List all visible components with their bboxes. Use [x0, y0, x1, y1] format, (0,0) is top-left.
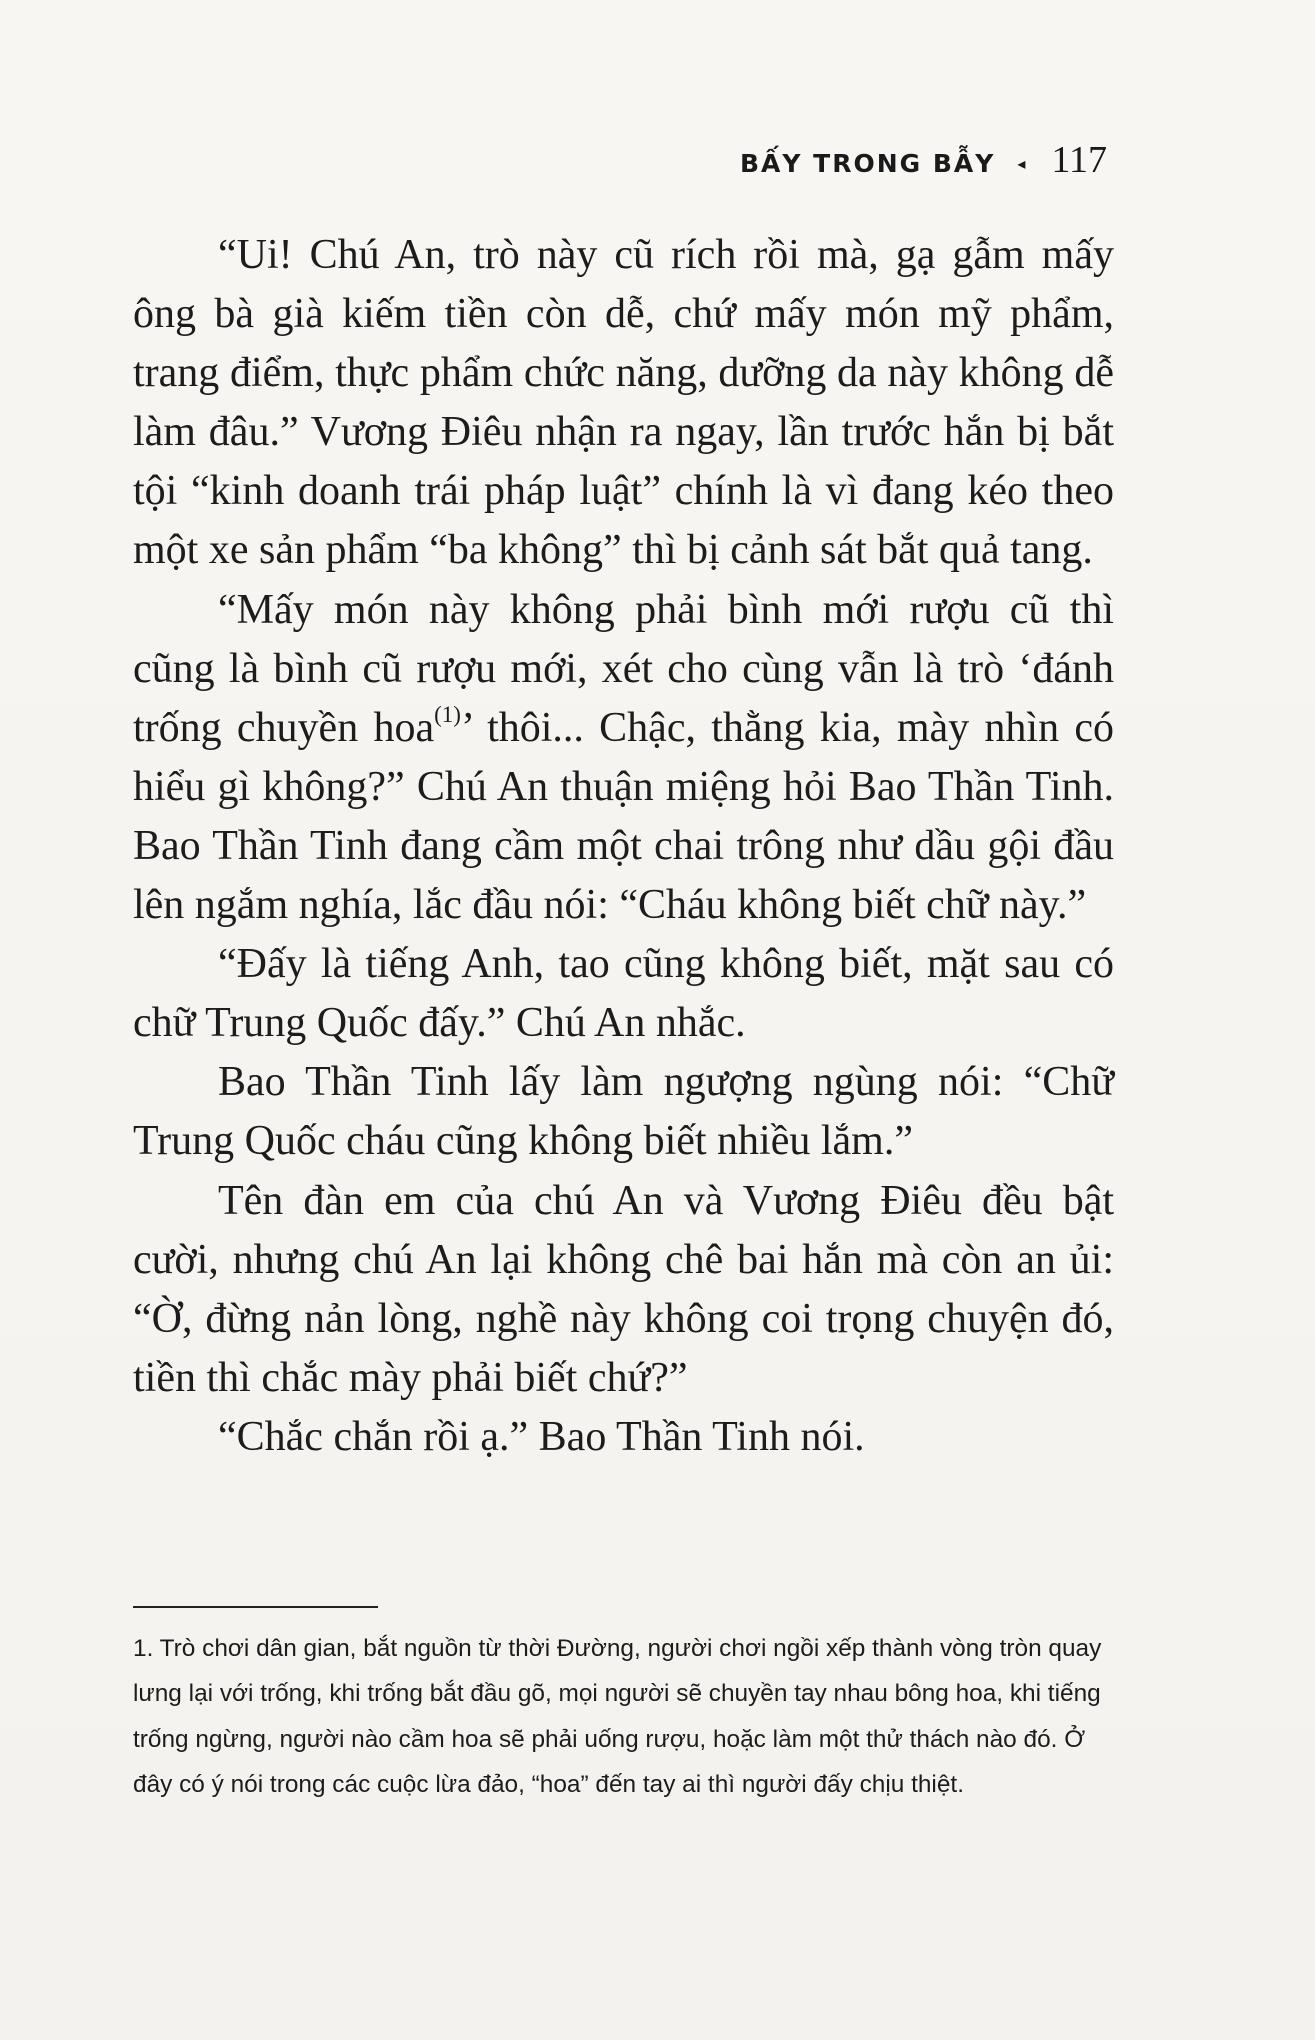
paragraph: Tên đàn em của chú An và Vương Điêu đều bật cười, nhưng chú An lại không chê bai hắn mà còn an ủi: “Ờ, đừng nản lòng, nghề này không coi trọng chuyện đó, tiền thì chắc mày phải biết chứ?” [133, 1177, 1114, 1401]
footnote: 1. Trò chơi dân gian, bắt nguồn từ thời Đường, người chơi ngồi xếp thành vòng tròn quay lưng lại với trống, khi trống bắt đầu gõ, mọi người sẽ chuyền tay nhau bông hoa, khi tiếng trống ngừng, người nào cầm hoa sẽ phải uống rượu, hoặc làm một thử thách nào đó. Ở đây có ý nói trong các cuộc lừa đảo, “hoa” đến tay ai thì người đấy chịu thiệt. [133, 1635, 1102, 1798]
body-text [133, 226, 1114, 1467]
page-number: 117 [1051, 139, 1107, 181]
paragraph-text: ’ thôi... Chậc, thằng kia, mày nhìn có hiểu gì không?” Chú An thuận miệng hỏi Bao Thần Tinh. Bao Thần Tinh đang cầm một chai trông như dầu gội đầu lên ngắm nghía, lắc đầu nói: “Cháu không biết chữ này.” [133, 704, 1114, 929]
footnote-divider [133, 1606, 378, 1608]
chapter-title: BẤY TRONG BẪY [739, 149, 996, 178]
paragraph: Bao Thần Tinh lấy làm ngượng ngùng nói: “Chữ Trung Quốc cháu cũng không biết nhiều lắm.” [133, 1059, 1114, 1165]
paragraph [133, 581, 1114, 936]
running-header [740, 138, 1107, 182]
paragraph: “Ui! Chú An, trò này cũ rích rồi mà, gạ gẫm mấy ông bà già kiếm tiền còn dễ, chứ mấy món mỹ phẩm, trang điểm, thực phẩm chức năng, dưỡng da này không dễ làm đâu.” Vương Điêu nhận ra ngay, lần trước hắn bị bắt tội “kinh doanh trái pháp luật” chính là vì đang kéo theo một xe sản phẩm “ba không” thì bị cảnh sát bắt quả tang. [133, 232, 1114, 574]
arrow-left-icon: ◂ [1017, 154, 1026, 173]
paragraph-text: “Mấy món này không phải bình mới rượu cũ thì cũng là bình cũ rượu mới, xét cho cùng vẫn là trò ‘đánh trống chuyền hoa [133, 586, 1114, 751]
paragraph: “Chắc chắn rồi ạ.” Bao Thần Tinh nói. [218, 1413, 865, 1460]
footnote-reference: (1) [434, 701, 461, 727]
paragraph: “Đấy là tiếng Anh, tao cũng không biết, mặt sau có chữ Trung Quốc đấy.” Chú An nhắc. [133, 941, 1114, 1047]
